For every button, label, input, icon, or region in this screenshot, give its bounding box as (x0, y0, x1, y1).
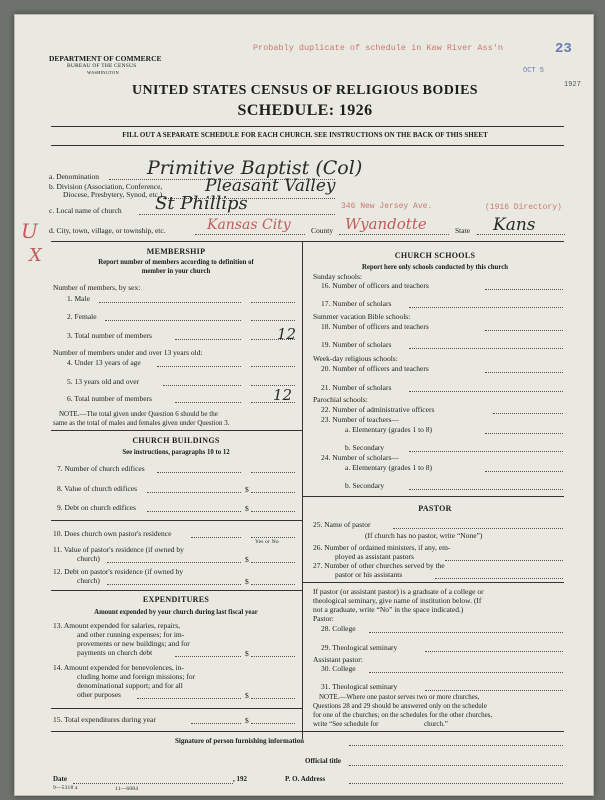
sunday-heading: Sunday schools: (313, 272, 362, 281)
rule (51, 145, 564, 146)
rule (51, 241, 564, 242)
q13-label-3: provements or new buildings; and for (77, 639, 190, 648)
membership-heading: MEMBERSHIP (146, 247, 206, 256)
pastor-note: NOTE.—Where one pastor serves two or more churches, (319, 693, 480, 701)
q13-label-4: payments on church debt (77, 648, 153, 657)
county-label: County (311, 226, 334, 235)
schedule-title: SCHEDULE: 1926 (237, 102, 373, 119)
q2-leader (105, 320, 241, 321)
q14-label-2: cluding home and foreign missions; for (77, 672, 196, 681)
q9-leader (147, 511, 241, 512)
q11-label: 11. Value of pastor's residence (if owned by (53, 545, 184, 554)
q10-answer[interactable] (251, 537, 295, 538)
expenditures-heading: EXPENDITURES (142, 595, 210, 604)
q14-label: 14. Amount expended for benevolences, in- (53, 663, 185, 672)
q26-label-2: ployed as assistant pastors (335, 552, 414, 561)
q10-leader (191, 537, 241, 538)
state-value: Kans (493, 215, 536, 235)
summer-heading: Summer vacation Bible schools: (313, 312, 411, 321)
q12-label-2: church) (77, 576, 100, 585)
form-title: UNITED STATES CENSUS OF RELIGIOUS BODIES (131, 83, 478, 98)
church-address: 346 New Jersey Ave. (341, 202, 433, 211)
q7-leader (157, 472, 241, 473)
q13-dollar: $ (245, 649, 249, 658)
parochial-heading: Parochial schools: (313, 395, 368, 404)
duplicate-note: Probably duplicate of schedule in Kaw River Ass'n (253, 43, 503, 53)
city-value: Kansas City (207, 217, 291, 233)
pastor-note-3: for one of the churches; on the schedules for the other churches, (313, 711, 493, 719)
q29-label: 29. Theological seminary (321, 643, 398, 652)
buildings-heading: CHURCH BUILDINGS (132, 436, 220, 445)
q6-leader (175, 402, 241, 403)
q11-dollar: $ (245, 555, 249, 564)
q3-value: 12 (277, 325, 297, 343)
buildings-subtitle: See instructions, paragraphs 10 to 12 (122, 449, 230, 456)
q13-label: 13. Amount expended for salaries, repairs, (53, 621, 181, 630)
q23b-label: b. Secondary (345, 443, 385, 452)
q3-label: 3. Total number of members (67, 331, 152, 340)
stamp-date: OCT 5 (523, 67, 545, 75)
denomination-label: a. Denomination (49, 172, 99, 181)
directory-note: (1916 Directory) (485, 203, 562, 212)
q26-label: 26. Number of ordained ministers, if any, em- (313, 543, 451, 552)
q15-answer[interactable] (251, 723, 295, 724)
local-name-value: St Phillips (155, 193, 248, 214)
division-value: Pleasant Valley (205, 176, 336, 196)
margin-mark-u: U (21, 219, 38, 243)
q9-label: 9. Debt on church edifices (57, 503, 136, 512)
local-name-line (139, 214, 335, 215)
q16-label: 16. Number of officers and teachers (321, 281, 429, 290)
q14-dollar: $ (245, 691, 249, 700)
date-year-label: , 192 (233, 775, 247, 783)
q20-label: 20. Number of officers and teachers (321, 364, 429, 373)
county-value: Wyandotte (345, 215, 427, 233)
division-label: b. Division (Association, Conference, (49, 182, 163, 191)
state-label: State (455, 226, 470, 235)
q12-leader (107, 584, 241, 585)
q30-label: 30. College (321, 664, 356, 673)
local-name-label: c. Local name of church (49, 206, 122, 215)
q26-answer[interactable] (445, 560, 563, 561)
rule (51, 430, 302, 431)
q25-answer[interactable] (393, 528, 563, 529)
pastor-subheading: Pastor: (313, 614, 334, 623)
expenditures-subtitle: Amount expended by your church during last fiscal year (94, 609, 258, 616)
rule (302, 496, 564, 497)
q14-label-4: other purposes (77, 690, 121, 699)
q23b-answer[interactable] (409, 451, 563, 452)
rule (51, 590, 302, 591)
q28-answer[interactable] (369, 632, 563, 633)
yes-or-no-hint: Yes or No (255, 539, 279, 545)
q7-answer[interactable] (251, 472, 295, 473)
official-title-label: Official title (305, 757, 341, 765)
weekday-heading: Week-day religious schools: (313, 354, 398, 363)
q23a-label: a. Elementary (grades 1 to 8) (345, 425, 433, 434)
pastor-heading: PASTOR (418, 504, 452, 513)
membership-note: NOTE.—The total given under Question 6 should be the (59, 410, 218, 418)
q8-dollar: $ (245, 485, 249, 494)
q9-dollar: $ (245, 504, 249, 513)
q30-answer[interactable] (369, 672, 563, 673)
q5-leader (163, 385, 241, 386)
q19-label: 19. Number of scholars (321, 340, 392, 349)
q7-label: 7. Number of church edifices (57, 464, 145, 473)
q18-answer[interactable] (485, 330, 563, 331)
city-line (195, 234, 305, 235)
q9-answer[interactable] (251, 511, 295, 512)
rule (51, 708, 302, 709)
q11-answer[interactable] (251, 562, 295, 563)
membership-note-2: same as the total of males and females given under Question 3. (53, 419, 230, 427)
date-field[interactable] (73, 783, 233, 784)
q4-leader (157, 366, 241, 367)
q12-label: 12. Debt on pastor's residence (if owned by (53, 567, 184, 576)
graduate-instruction-2: theological seminary, give name of institution below. (If (313, 596, 482, 605)
q24b-label: b. Secondary (345, 481, 385, 490)
q27-label-2: pastor or his assistants (335, 570, 403, 579)
column-divider (302, 241, 303, 739)
q16-answer[interactable] (485, 289, 563, 290)
q11-label-2: church) (77, 554, 100, 563)
membership-subtitle: Report number of members according to definition of (98, 259, 254, 266)
q8-answer[interactable] (251, 492, 295, 493)
q1-label: 1. Male (67, 294, 90, 303)
q15-leader (191, 723, 241, 724)
q8-leader (147, 492, 241, 493)
q18-label: 18. Number of officers and teachers (321, 322, 429, 331)
q29-answer[interactable] (425, 651, 563, 652)
q4-label: 4. Under 13 years of age (67, 358, 141, 367)
q31-label: 31. Theological seminary (321, 682, 398, 691)
q14-answer[interactable] (251, 698, 295, 699)
rule (51, 126, 564, 127)
q17-answer[interactable] (409, 307, 563, 308)
stamp-year: 1927 (564, 81, 581, 89)
q21-label: 21. Number of scholars (321, 383, 392, 392)
q13-answer[interactable] (251, 656, 295, 657)
q14-leader (137, 698, 241, 699)
po-address-label: P. O. Address (285, 775, 326, 783)
q17-label: 17. Number of scholars (321, 299, 392, 308)
rule (51, 520, 302, 521)
by-sex-heading: Number of members, by sex: (53, 283, 141, 292)
q13-leader (175, 656, 241, 657)
q15-label: 15. Total expenditures during year (53, 715, 156, 724)
q12-dollar: $ (245, 577, 249, 586)
form-code: 9—5318 a (53, 785, 78, 791)
q27-answer[interactable] (435, 578, 563, 579)
q10-label: 10. Does church own pastor's residence (53, 529, 172, 538)
q4-answer[interactable] (251, 366, 295, 367)
division-label-2: Diocese, Presbytery, Synod, etc.) (63, 190, 163, 199)
q14-label-3: denominational support; and for all (77, 681, 183, 690)
city-label: d. City, town, village, or township, etc. (49, 226, 166, 235)
q2-label: 2. Female (67, 312, 97, 321)
q13-label-2: and other running expenses; for im- (77, 630, 185, 639)
q24-label: 24. Number of scholars— (321, 453, 399, 462)
q23a-answer[interactable] (485, 433, 563, 434)
membership-subtitle-2: member in your church (141, 268, 211, 275)
rule (302, 582, 564, 583)
q28-label: 28. College (321, 624, 356, 633)
q12-answer[interactable] (251, 584, 295, 585)
county-line (339, 234, 449, 235)
q1-leader (99, 302, 241, 303)
q20-answer[interactable] (485, 372, 563, 373)
bureau-label: BUREAU OF THE CENSUS (67, 63, 137, 69)
graduate-instruction: If pastor (or assistant pastor) is a graduate of a college or (313, 587, 484, 596)
po-address-field[interactable] (349, 783, 563, 784)
city-label: WASHINGTON (87, 70, 119, 75)
q27-label: 27. Number of other churches served by the (313, 561, 445, 570)
rule (51, 731, 564, 732)
q21-answer[interactable] (409, 391, 563, 392)
q19-answer[interactable] (409, 348, 563, 349)
margin-mark-x: X (29, 245, 42, 266)
signature-field[interactable] (349, 745, 563, 746)
separate-schedule-instruction: FILL OUT A SEPARATE SCHEDULE FOR EACH CHURCH. SEE INSTRUCTIONS ON THE BACK OF THIS SHEET (122, 131, 488, 139)
q2-answer[interactable] (251, 320, 295, 321)
schools-subtitle: Report here only schools conducted by this church (361, 264, 509, 271)
schools-heading: CHURCH SCHOOLS (394, 251, 476, 260)
assistant-subheading: Assistant pastor: (313, 655, 363, 664)
q25-label: 25. Name of pastor (313, 520, 371, 529)
q3-leader (175, 339, 241, 340)
q5-label: 5. 13 years old and over (67, 377, 140, 386)
signature-label: Signature of person furnishing information (175, 737, 304, 745)
department-label: DEPARTMENT OF COMMERCE (49, 54, 162, 63)
q24b-answer[interactable] (409, 489, 563, 490)
print-code: 11—6084 (115, 786, 139, 792)
q24a-label: a. Elementary (grades 1 to 8) (345, 463, 433, 472)
official-title-field[interactable] (349, 765, 563, 766)
q24a-answer[interactable] (485, 471, 563, 472)
denomination-value: Primitive Baptist (Col) (147, 157, 363, 179)
q22-label: 22. Number of administrative officers (321, 405, 435, 414)
q23-label: 23. Number of teachers— (321, 415, 399, 424)
q8-label: 8. Value of church edifices (57, 484, 138, 493)
pastor-note-2: Questions 28 and 29 should be answered only on the schedule (313, 702, 487, 710)
census-schedule-page (14, 14, 594, 796)
q6-value: 12 (273, 386, 293, 404)
q22-answer[interactable] (493, 413, 563, 414)
q11-leader (107, 562, 241, 563)
age-heading: Number of members under and over 13 years old: (53, 348, 203, 357)
q6-label: 6. Total number of members (67, 394, 152, 403)
q31-answer[interactable] (425, 690, 563, 691)
q25-note: (If church has no pastor, write “None”) (365, 531, 483, 540)
pastor-note-4: write “See schedule for church.” (313, 720, 448, 728)
graduate-instruction-3: not a graduate, write “No” in the space indicated.) (313, 605, 464, 614)
q1-answer[interactable] (251, 302, 295, 303)
q15-dollar: $ (245, 716, 249, 725)
date-label: Date (53, 775, 67, 783)
stamp-number: 23 (555, 41, 572, 57)
